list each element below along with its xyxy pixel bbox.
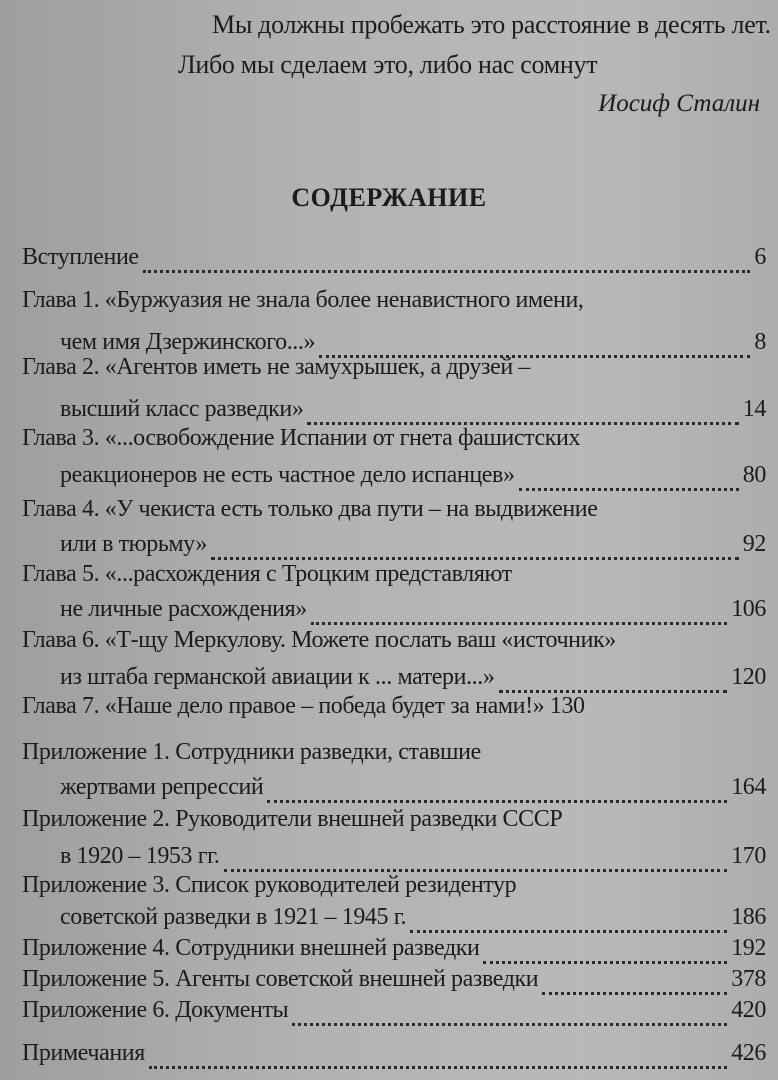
toc-entry-chapter-1-line-1: Глава 1. «Буржуазия не знала более ненавистного имени, bbox=[22, 287, 584, 313]
toc-leader-dots bbox=[211, 557, 739, 560]
toc-entry-text: реакционеров не есть частное дело испанцев» bbox=[60, 462, 515, 488]
toc-page-number: 426 bbox=[731, 1040, 766, 1066]
toc-entry-appendix-2-line-1: Приложение 2. Руководители внешней разведки СССР bbox=[22, 806, 563, 832]
toc-entry-chapter-7: Глава 7. «Наше дело правое – победа будет за нами!» 130 bbox=[22, 693, 585, 719]
toc-entry-text: или в тюрьму» bbox=[60, 531, 207, 557]
toc-entry-text: Вступление bbox=[22, 244, 139, 270]
toc-leader-dots bbox=[519, 488, 739, 491]
toc-entry-chapter-4-line-2 bbox=[60, 531, 766, 565]
epigraph-line-1: Мы должны пробежать это расстояние в десять лет. bbox=[212, 10, 771, 39]
toc-entry-chapter-6-line-1: Глава 6. «Т-щу Меркулову. Можете послать ваш «источник» bbox=[22, 627, 616, 653]
toc-leader-dots bbox=[149, 1066, 727, 1069]
toc-entry-chapter-5-line-2 bbox=[60, 596, 766, 630]
epigraph-author: Иосиф Сталин bbox=[598, 90, 760, 117]
toc-entry-text: из штаба германской авиации к ... матери...» bbox=[60, 664, 495, 690]
toc-entry-chapter-4-line-1: Глава 4. «У чекиста есть только два пути – на выдвижение bbox=[22, 496, 598, 522]
toc-entry-appendix-5 bbox=[22, 966, 766, 1000]
toc-leader-dots bbox=[542, 992, 727, 995]
toc-leader-dots bbox=[143, 270, 751, 273]
toc-entry-chapter-2-line-1: Глава 2. «Агентов иметь не замухрышек, а друзей – bbox=[22, 354, 531, 380]
toc-leader-dots bbox=[311, 622, 727, 625]
toc-entry-text: советской разведки в 1921 – 1945 г. bbox=[60, 904, 407, 930]
toc-page-number: 8 bbox=[754, 329, 766, 355]
toc-title: СОДЕРЖАНИЕ bbox=[291, 183, 487, 212]
toc-page-number: 170 bbox=[731, 843, 766, 869]
toc-entry-intro bbox=[22, 244, 766, 278]
toc-page-number: 80 bbox=[742, 462, 766, 488]
toc-entry-appendix-4 bbox=[22, 935, 766, 969]
toc-leader-dots bbox=[483, 961, 727, 964]
toc-page-number: 6 bbox=[754, 244, 766, 270]
toc-entry-text: Примечания bbox=[22, 1040, 145, 1066]
toc-entry-text: жертвами репрессий bbox=[60, 774, 264, 800]
toc-entry-appendix-3-line-2 bbox=[60, 904, 766, 938]
toc-entry-chapter-3-line-2 bbox=[60, 462, 766, 496]
toc-entry-appendix-6 bbox=[22, 997, 766, 1031]
toc-entry-notes bbox=[22, 1040, 766, 1074]
toc-entry-text: в 1920 – 1953 гг. bbox=[60, 843, 220, 869]
toc-entry-appendix-3-line-1: Приложение 3. Список руководителей резидентур bbox=[22, 872, 517, 898]
toc-page-number: 186 bbox=[731, 904, 766, 930]
toc-leader-dots bbox=[292, 1023, 727, 1026]
toc-entry-text: Приложение 6. Документы bbox=[22, 997, 289, 1023]
toc-entry-text: не личные расхождения» bbox=[60, 596, 307, 622]
toc-entry-text: Приложение 5. Агенты советской внешней разведки bbox=[22, 966, 539, 992]
toc-page-number: 106 bbox=[731, 596, 766, 622]
toc-page-number: 192 bbox=[731, 935, 766, 961]
epigraph-line-2: Либо мы сделаем это, либо нас сомнут bbox=[178, 50, 598, 79]
toc-entry-text: высший класс разведки» bbox=[60, 396, 304, 422]
toc-leader-dots bbox=[267, 800, 727, 803]
toc-entry-text: чем имя Дзержинского...» bbox=[60, 329, 316, 355]
toc-page-number: 378 bbox=[731, 966, 766, 992]
toc-entry-appendix-1-line-1: Приложение 1. Сотрудники разведки, ставшие bbox=[22, 739, 481, 765]
toc-leader-dots bbox=[410, 930, 727, 933]
toc-entry-chapter-5-line-1: Глава 5. «...расхождения с Троцким представляют bbox=[22, 561, 512, 587]
toc-page-number: 92 bbox=[742, 531, 766, 557]
toc-page-number: 120 bbox=[731, 664, 766, 690]
toc-page-number: 14 bbox=[742, 396, 766, 422]
toc-entry-chapter-3-line-1: Глава 3. «...освобождение Испании от гнета фашистских bbox=[22, 425, 581, 451]
toc-page-number: 420 bbox=[731, 997, 766, 1023]
toc-entry-text: Приложение 4. Сотрудники внешней разведки bbox=[22, 935, 480, 961]
toc-page-number: 164 bbox=[731, 774, 766, 800]
toc-entry-appendix-1-line-2 bbox=[60, 774, 766, 808]
